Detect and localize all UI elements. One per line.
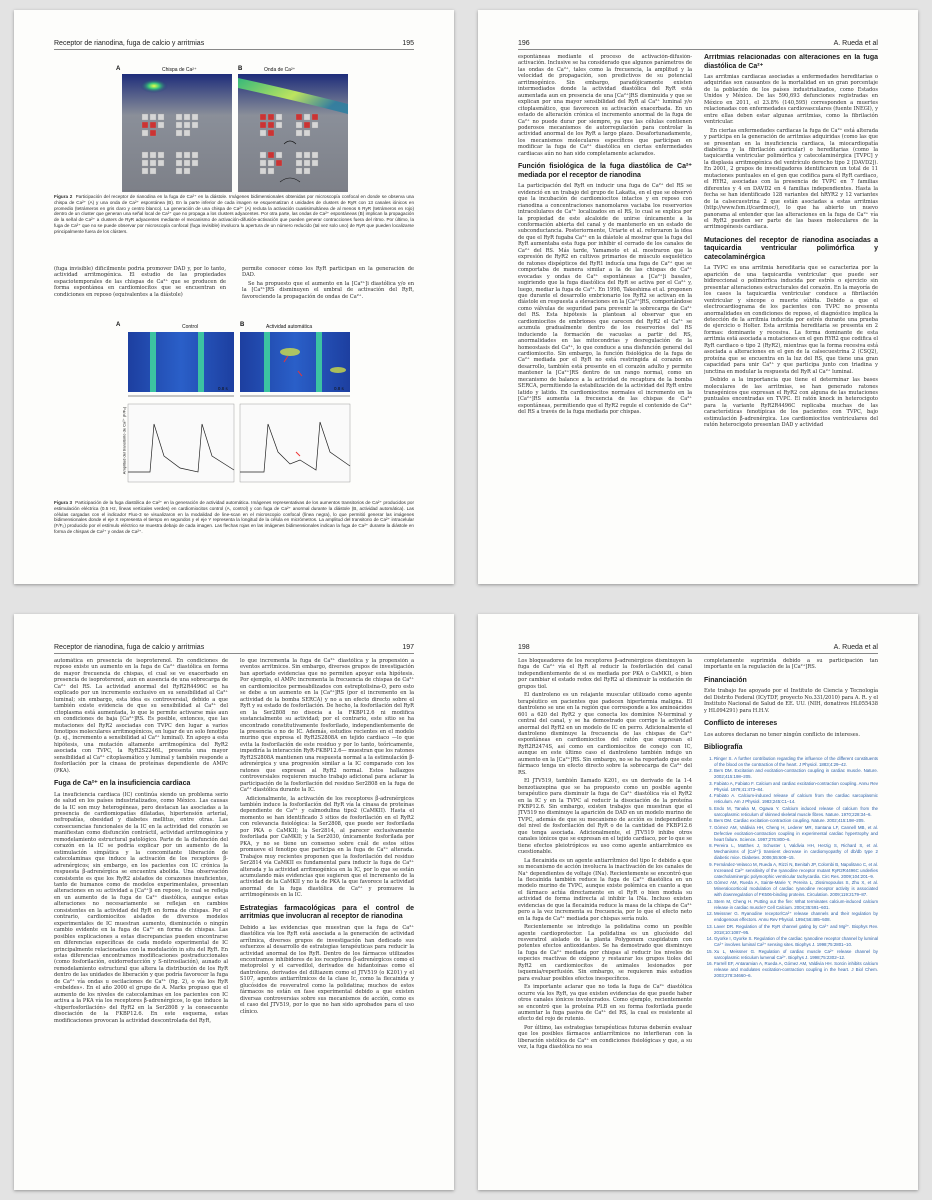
figure-2: [114, 58, 354, 190]
paragraph: completamente suprimida debido a su participación tan importante en la regulación de la [Ca²⁺]RS.: [704, 658, 878, 671]
p3-column-right: [240, 658, 414, 1170]
section-heading: Arritmias relacionadas con alteraciones en la fuga diastólica de Ca²⁺: [704, 54, 878, 70]
reference-item: 15. Xu L, Meissner G. Regulation of cardiac muscle Ca²⁺ release channel by sarcoplasmic reticulum lumenal Ca²⁺. Biophys J. 1998;75:2302–12.: [714, 949, 878, 961]
conflict-heading: Conflicto de intereses: [704, 720, 778, 728]
page-header: [518, 644, 878, 654]
fig2-panel-a-title: Chispa de Ca²⁺: [162, 67, 197, 73]
page-195: [14, 10, 454, 584]
reference-item: 12. Meissner G. Ryanodine receptor/Ca²⁺ release channels and their regulation by endogenous effectors. Annu Rev Physiol. 1994;56:485–508.: [714, 911, 878, 923]
reference-item: 4. Fabiato A. Calcium-induced release of calcium from the cardiac sarcoplasmic reticulum. Am J Physiol. 1983;245:C1–14.: [714, 793, 878, 805]
p2-column-right: [704, 54, 878, 564]
fig2-caption-label: Figura 2: [54, 194, 73, 199]
fig3-panel-a-letter: A: [116, 322, 121, 328]
page-number: 198: [518, 644, 530, 651]
funding-heading: Financiación: [704, 676, 747, 684]
paragraph: El dantroleno es un relajante muscular utilizado como agente terapéutico en pacientes que padecen hipertermia maligna. El dantroleno se une en la región que corresponde a los aminoácidos 601 a 620 del RyR2 y que conecta los dominios N-terminal y central del canal, y se ha demostrado que corrige la actividad anormal del RyR2 en un modelo de IC en perro. Adicionalmente el dantroleno disminuye la frecuencia de las chispas de Ca²⁺ espontáneas en cardiomiocitos del ratón que expresan el RyR2R2474S, así como en cardiomiocitos de conejo con IC, aunque en este último caso el dantroleno también indujo un aumento en la [Ca²⁺]RS. Sin embargo, no se ha reportado que este fármaco tenga un efecto directo sobre la sobrecarga de Ca²⁺ del RS.: [518, 692, 692, 776]
page-number: 196: [518, 40, 530, 47]
fig3-panel-b-letter: B: [240, 322, 245, 328]
reference-item: 16. Farrell EF, Antaramian A, Rueda A, Gómez AM, Valdivia HH. Sorcin inhibits calcium release and modulates excitation-contraction coupling in the heart. J Biol Chem. 2003;278:34660–6.: [714, 961, 878, 979]
reference-item: 9. Fernández-Velasco M, Rueda A, Rizzi N, Benitah JP, Colombi B, Napolitano C, et al. Increased Ca²⁺ sensitivity of the ryanodine receptor mutant RyR2R4496C underlies catecholaminergic polymorphic ventricular tachycardia. Circ Res. 2009;104:201–9.: [714, 862, 878, 880]
page-header: [54, 40, 414, 50]
paragraph: espontáneas mediante el proceso de activación-difusión-activación. Inclusive se ha considerado que algunos parámetros de las ondas de Ca²⁺, tales como la frecuencia, la amplitud y la velocidad de propagación, son predictivos de su potencial arritmogénico. Sin embargo, paradójicamente existen intermediados donde la actividad diastólica del RyR está aumentada aun en presencia de una [Ca²⁺]RS disminuida y que se explican por una mayor sensibilidad del RyR al Ca²⁺ luminal y/o citoplasmático, que favorecen su activación exacerbada. En un estado de alteración crónica el incremento anormal de la fuga de Ca²⁺ no puede durar por siempre, ya que las células contienen poderosos mecanismos de autorregulación para controlar la actividad anormal de los RyR a largo plazo. Desafortunadamente, los mecanismos moleculares específicos que participan en modificar la fuga de Ca²⁺ diastólica en ciertas enfermedades cardiacas aún no han sido completamente aclarados.: [518, 54, 692, 157]
reference-item: 13. Laver DR. Regulation of the RyR channel gating by Ca²⁺ and Mg²⁺. Biophys Rev. 2018;10:1087–95.: [714, 924, 878, 936]
reference-item: 7. Gómez AM, Valdivia HH, Cheng H, Lederer MR, Santana LF, Cannell MB, et al. Defective excitation-contraction coupling in experimental cardiac hypertrophy and heart failure. Science. 1997;276:800–6.: [714, 825, 878, 843]
section-heading: Estrategias farmacológicas para el control de arritmias que involucran al receptor de rianodina: [240, 904, 414, 921]
reference-item: 8. Pereira L, Matthes J, Schuster I, Valdivia HH, Herzig S, Richard S, et al. Mechanisms of [Ca²⁺]i transient decrease in cardiomyopathy of db/db type 2 diabetic mice. Diabetes. 2006;55:608–15.: [714, 843, 878, 861]
page-number: 195: [402, 40, 414, 47]
running-author: A. Rueda et al: [833, 40, 878, 47]
paragraph: La flecainida es un agente antiarrítmico del tipo Ic debido a que su mecanismo de acción involucra la inactivación de los canales de Na⁺ dependientes de voltaje (INa). Recientemente se encontró que la flecainida también reduce la fuga de Ca²⁺ diastólica en un modelo murino de TVPC, aunque existe polémica en cuanto a que el fármaco actúa directamente en el RyR o bien modula su actividad de forma indirecta al inhibir la INa. Incluso existen evidencias de que la flecainida reduce la masa de la chispa de Ca²⁺ pero a la vez incrementa su frecuencia, por lo que el efecto neto en la fuga de Ca²⁺ mediada por chispas sería nulo.: [518, 857, 692, 922]
section-heading: Fuga de Ca²⁺ en la insuficiencia cardiaca: [54, 780, 191, 788]
p1-column-left: [54, 266, 226, 318]
p4-column-left: [518, 658, 692, 1170]
reference-item: 6. Bers DM. Cardiac excitation-contraction coupling. Nature. 2002;415:198–205.: [714, 818, 878, 824]
paragraph: El JTV519, también llamado K201, es un derivado de la 1-4 benzotiazepina que se ha propuesto como un posible agente terapéutico para disminuir la fuga de Ca²⁺ diastólica vía el RyR2 en la IC y en la TVPC al reducir la disociación de la proteína FKBP12.6. Sin embargo, existen trabajos que muestran que el JTV519 no disminuye la aparición de DAD en un modelo murino de TVPC, además de que su mecanismo de acción es independiente del nivel de fosforilación del RyR o de la cantidad de FKBP12.6 que tenga asociada. Adicionalmente, el JTV519 inhibe otros canales iónicos que se expresan en el tejido cardiaco, por lo que se tiene efectos pleiotrópicos su uso como agente antiarrítmico es cuestionable.: [518, 778, 692, 856]
page-header: [518, 40, 878, 50]
conflict-text: Los autores declaran no tener ningún conflicto de intereses.: [704, 731, 860, 738]
fig3-y-axis-label: Amplitud del transitorio de Ca²⁺ (F/F₀): [121, 406, 127, 475]
fig3-caption-text: Participación de la fuga diastólica de Ca²⁺ en la generación de actividad automática. Imágenes representativas de los aumentos transitorios de Ca²⁺ producidos por estimulación eléctrica (0.5 Hz, líneas verticales verdes) en cardiomiocitos control (A, control) y con fuga de Ca²⁺ anormal durante la diástole (B, actividad automática). Las células cargadas con el indicador Fluo-3 se visualizaron en la modalidad de line-scan en el microscopio confocal (línea negra), lo que permitió generar las imágenes bidimensionales donde el eje X representa el tiempo en segundos y el eje Y representa la longitud de la célula en micrómetros. La amplitud del transitorio de Ca²⁺ intracelular (F/F₀) producido por el estímulo eléctrico se muestra debajo de cada imagen. Las flechas rojas en las imágenes bidimensionales indican la fuga de Ca²⁺ durante la diástole en forma de chispas de Ca²⁺ y ondas de Ca²⁺.: [54, 500, 415, 534]
paragraph: Por último, las estrategias terapéuticas futuras deberán evaluar que los posibles fármacos antiarrítmicos no interfieran con la liberación sistólica de Ca²⁺ en condiciones fisiológicas y que, a su vez, la fuga diastólica no sea: [518, 1024, 692, 1051]
paragraph: automática en presencia de isoproterenol. En condiciones de reposo existe un aumento en la fuga de Ca²⁺ diastólica en forma de mayor frecuencia de chispas, el cual se ve exacerbado en presencia de isoproterenol, aun en ausencia de una sobrecarga de Ca²⁺ del RS. La actividad anormal del RyR2R4496C se ha explicado por un incremento exclusivo en su sensibilidad al Ca²⁺ luminal; sin embargo, esta idea es controversial, debido a que también existe evidencia de que su sensibilidad al Ca²⁺ del citoplasma está aumentada, lo que le permite activarse más aun en condiciones de baja [Ca²⁺]RS. Es posible, entonces, que las mutaciones del RyR2 asociadas con TVPC den lugar a varios fenotipos moleculares arritmogénicos, en lugar de un solo fenotipo (p. ej., incremento a sensibilidad al Ca²⁺ luminal). En apoyo a esta hipótesis, una mutación altamente arritmogénica del RyR2 asociada con TVPC, la RyR2S2246L, presenta una mayor sensibilidad al Ca²⁺ citoplasmático y luminal y también responde a fosforilación por la cinasa de proteínas dependiente de AMPc (PKA).: [54, 658, 228, 774]
paragraph: Las arritmias cardiacas asociadas a enfermedades hereditarias o adquiridas son causantes de la mortalidad en un gran porcentaje de la población de los países industrializados, como Estados Unidos y México. De las 590,693 defunciones registradas en México en 2011, el 23.8% (140,595) corresponden a muertes relacionadas con enfermedades cardiovasculares (fuente INEGI), y entre ellas deben estar algunas arritmias, como la fibrilación ventricular.: [704, 74, 878, 126]
fig2-caption-text: Participación del receptor de rianodina en la fuga de Ca²⁺ en la diástole. Imágenes bidimensionales obtenidas por microscopía confocal en donde se observa una chispa de Ca²⁺ (A) y una onda de Ca²⁺ espontánea (B). En la parte inferior de cada imagen se esquematizan 4 unidades de clusters de RyR con 13 canales iónicos en promedio (tetrámeros en gris claro y centro blanco). La generación de una chispa de Ca²⁺ (A) recluta la activación cuasisimultánea de al menos 6 RyR (tetrámeros en rojo) dentro de un cluster que generan una señal local de Ca²⁺ que no propaga a los clusters adyacentes. Por otra parte, las ondas de Ca²⁺ espontáneas (B) implican la propagación de la señal de Ca²⁺ a clusters de RyR adyacentes mediante el mecanismo de activación-difusión-activación que pueden generar contracciones fuera del ritmo. Por último, la fuga de Ca²⁺ que no se puede observar por microscopía confocal (fuga invisible) involucra la apertura de un número reducido (tal vez solo uno) de RyR que pueden localizarse principalmente fuera de los clústers.: [54, 194, 414, 234]
paragraph: La participación del RyR en inducir una fuga de Ca²⁺ del RS se evidenció en un trabajo del grupo de Lakatta, en el que se observó que la incubación de cardiomiocitos intactos y en reposo con rianodina a concentraciones nanomolares vaciaba los reservorios intracelulares de Ca²⁺ localizados en el RS, lo cual se explica por la propiedad de este alcaloide de unirse únicamente a la conformación abierta del canal y de mantenerlo en un estado de subconductancia. Posteriormente, Uriarte et al. reforzaron la idea de que el RyR fugaba Ca²⁺ en la diástole al mostrar que la fuga del RyR aumentaba esta fuga por inhibir el cerrado de los canales de Ca²⁺ del RS. Más tarde, Yamamoto et al. mostraron que la expresión de RyR2 en cultivos primarios de músculo esquelético de ratones dispépticos del RyR1 inducía una fuga de Ca²⁺ que se comportaba de manera similar a la de las chispas de Ca²⁺ evocadas y ondas de Ca²⁺ espontáneas a [Ca²⁺]i basales, sugiriendo que la fuga diastólica del RyR se activa por el Ca²⁺ y, luego, mediar la fuga de Ca²⁺. En 1998, Takeshima et al. proponen que durante el desarrollo embrionario los RyR2 se activan en la diástole en respuesta a elevaciones en la [Ca²⁺]RS, comportándose como válvulas de seguridad para prevenir la sobrecarga de Ca²⁺ del RS. Esta hipótesis la plantean al observar que en cardiomiocitos de embriones que carecen del RyR2 el Ca²⁺ se acumula gradualmente dentro de los reservorios del RS induciendo la formación de vacuolas a partir del RS, anormalidades en las mitocondrias y desregulación de la homeostasis del Ca²⁺, lo que conduce a una disfunción general del cardiomiocito. Sin embargo, la función fisiológica de la fuga de Ca²⁺ mediada por el RyR no está restringida al corazón en desarrollo, también está presente en el corazón adulto y permite mantener la [Ca²⁺]RS dentro de un rango normal, como un mecanismo de balance a la actividad de recaptura de la bomba SERCA, permitiendo la estabilización de la actividad del RyR entre latido y latido. En cardiomiocitos normales el incremento en la [Ca²⁺]RS aumenta la frecuencia de las chispas de Ca²⁺ espontáneas, permitiendo que el RyR2 regule el contenido de Ca²⁺ del RS a través de la fuga mediada por chispas.: [518, 183, 692, 416]
fig3-scale-label-b: 0.8 s: [334, 386, 344, 391]
fig3-linescan-image: [114, 332, 354, 492]
paragraph: Debido a las evidencias que muestran que la fuga de Ca²⁺ diastólica vía los RyR está asociada a la generación de actividad arrítmica, diversos grupos de investigación han dedicado sus esfuerzos al desarrollo de estrategias terapéuticas para reducir la actividad anormal de los RyR. Dentro de los fármacos utilizados encontramos inhibidores de los receptores β-adrenérgicos como el metoprolol y el carvedilol, derivados de hidantoínas como el dantroleno, derivados del diltiazem como el JTV519 (o K201) y el S107, agentes antiarrítmicos de la clase Ic, como la flecainida y glucósidos de resveratrol como la polidatina; muchos de estos fármacos no están en fase experimental debido a que existen diversas controversias sobre sus mecanismos de acción, como es el caso del JTV519, por lo que no han sido aprobados para el uso clínico.: [240, 924, 414, 1015]
reference-item: 11. Stern M, Cheng H. Putting out the fire: What terminates calcium-induced calcium release in cardiac muscle? Cell Calcium. 2004;35:591–601.: [714, 899, 878, 911]
running-title: Receptor de rianodina, fuga de calcio y arritmias: [54, 40, 205, 47]
running-title: Receptor de rianodina, fuga de calcio y arritmias: [54, 644, 205, 651]
section-heading: Mutaciones del receptor de rianodina asociadas a taquicardia ventricular polimórfica y catecolaminérgica: [704, 236, 878, 261]
paragraph: (fuga invisible) difícilmente podría promover DAD y, por lo tanto, actividad arritmogénica. El estudio de las propiedades espaciotemporales de las chispas de Ca²⁺ que se producen de forma espontánea en cardiomiocitos que se encuentran en condiciones en reposo (equivalentes a la diástole): [54, 266, 226, 298]
paragraph: Debido a la importancia que tiene el determinar las bases moleculares de las arritmias, se han generado ratones transgénicos que expresan el RyR2 con alguna de las mutaciones puntuales encontradas en TVPC. El ratón knock in heterocigoto para la variante RyR2R4496C replicaba muchas de las características fenotípicas de los pacientes con TVPC, bajo estimulación β-adrenérgica. Los cardiomiocitos ventriculares del ratón heterocigoto presentan DAD y actividad: [704, 377, 878, 429]
p2-column-left: [518, 54, 692, 564]
paragraph: Se ha propuesto que el aumento en la [Ca²⁺]i diastólica y/o en la [Ca²⁺]RS disminuyen el umbral de activación del RyR, favoreciendo la propagación de ondas de Ca²⁺.: [242, 280, 414, 300]
paragraph: Adicionalmente, la activación de los receptores β-adrenérgicos también induce la fosforilación del RyR vía la cinasa de proteínas dependiente de Ca²⁺ y calmodulina tipo2 (CaMKII). Hasta el momento se han identificado 3 sitios de fosforilación en el RyR2 con relevancia fisiológica: la Ser2808, que puede ser fosforilada por PKA o CaMKII; la Ser2814, al parecer exclusivamente fosforilada por CaMKII; y la Ser2030, únicamente fosforilada por PKA, y no se tiene un consenso sobre cuál de estos sitios promueve el fenotipo que participa en la fuga de Ca²⁺ alterada. Trabajos muy recientes proponen que la fosforilación del residuo Ser2814 vía CaMKII es fundamental para inducir la fuga de Ca²⁺ alterada y la actividad arritmogénica en la IC, por lo que se están acumulando más evidencias que sugieren que el incremento de la actividad de la CaMKII y no la de PKA la que favorece la actividad anormal de la fuga diastólica de Ca²⁺ y promueve la arritmogénesis en la IC.: [240, 795, 414, 899]
paragraph: En ciertas enfermedades cardiacas la fuga de Ca²⁺ está alterada y participa en la generación de arritmias adquiridas (como las que se presentan en la insuficiencia cardiaca, la miocardiopatía diabética y la fibrilación auricular) o hereditarias (como la taquicardia ventricular polimórfica y catecolaminérgica [TVPC] y la displasia arritmogénica del ventrículo derecho tipo 2 [DAVD2]). En 2001, 2 grupos de investigadores identificaron un total de 11 mutaciones puntuales en el gen que codifica para el RyR cardiaco, el RYR2, asociadas con la presencia de TVPC en 7 familias diferentes y 4 en DAVD2 en 4 familias independientes. Hasta la fecha se han identificado 128 variantes del hRYR2 y 12 variantes de la calsecuestrina 2 que están asociadas a estas arritmias (http://www.fsm.it/cardmoc/), lo que ha abierto un nuevo panorama al entender que las alteraciones en la fuga de Ca²⁺ vía el RyR2 pueden ser parte de las bases moleculares de la arritmogénesis cardiaca.: [704, 127, 878, 231]
reference-item: 2. Bers DM. Excitation and excitation-contraction coupling in cardiac muscle. Nature. 2002;415:198–205.: [714, 768, 878, 780]
figure-3: [114, 322, 354, 494]
paragraph: La TVPC es una arritmia hereditaria que se caracteriza por la aparición de una taquicardia ventricular que puede ser bidireccional o polimórfica inducida por estrés o ejercicio sin presentar alteraciones estructurales del corazón. En la mayoría de los casos la taquicardia ventricular conduce a fibrilación ventricular y síncope o muerte súbita. Debido a que el electrocardiograma de los pacientes con TVPC no presenta anormalidades en condiciones de reposo, el diagnóstico implica la detección de la arritmia inducida por estrés durante una prueba de ejercicio o Holter. Esta arritmia hereditaria se presenta en 2 formas: dominante y recesiva. La forma dominante de esta arritmia está asociada a mutaciones en el gen RYR2 que codifica el RyR cardiaco o tipo 2 (RyR2), mientras que la forma recesiva está asociada a alteraciones en el gen de la calsecuestrina 2 (CSQ2), proteína que se encuentra en la luz del RS, que tiene una gran capacidad para unir Ca²⁺ y que participa junto con triadina y junctina en modular la respuesta del RyR al Ca²⁺ luminal.: [704, 265, 878, 375]
paragraph: Es importante aclarar que no toda la fuga de Ca²⁺ diastólica ocurre vía los RyR, ya que existen evidencias de que puede haber otros canales iónicos involucrados. Como ejemplo, recientemente se encontró que la proteína PLB en su forma fosforilada puede aumentar la fuga pasiva de Ca²⁺ del RS, la cual es resistente al efecto del rojo de rutenio.: [518, 984, 692, 1023]
fig3-scale-label-a: 0.8 s: [218, 386, 228, 391]
page-198: [478, 614, 918, 1190]
paragraph: Recientemente se introdujo la polidatina como un posible agente cardioprotector. La polidatina es un glucósido del resveratrol aislado de la planta Polygonum cuspidatum con potentes efectos antioxidantes. Se ha demostrado que disminuye la fuga de Ca²⁺ mediada por chispas al reducir los niveles de especies reactivas de oxígeno y restaurar los grupos tioles del RyR2 en cardiomiocitos de animales lesionados por isquemia/reperfusión. Sin embargo, se requieren más estudios para evaluar posibles efectos inespecíficos.: [518, 924, 692, 982]
bibliography-heading: Bibliografía: [704, 744, 743, 752]
p1-column-right: [242, 266, 414, 318]
section-heading: Función fisiológica de la fuga diastólica de Ca²⁺ mediada por el receptor de rianodina: [518, 163, 692, 179]
fig3-caption: [54, 500, 414, 535]
page-196: [478, 10, 918, 584]
bibliography: [704, 756, 878, 980]
fig3-caption-label: Figura 3: [54, 500, 73, 505]
funding-text: Este trabajo fue apoyado por el Instituto de Ciencia y Tecnología del Distrito Federal (ICyTDF, proyecto No.331/2010) para A. R. y el Instituto Nacional de Salud de EE. UU. (NIH, donativos HL055438 y HL094291) para H.H.V.: [704, 688, 878, 714]
p4-column-right: [704, 658, 878, 1170]
fig2-panel-b-title: Onda de Ca²⁺: [264, 67, 296, 73]
p3-column-left: [54, 658, 228, 1170]
reference-item: 3. Fabiato A, Fabiato F. Calcium and cardiac excitation-contraction coupling. Annu Rev Physiol. 1979;41:473–84.: [714, 781, 878, 793]
reference-item: 1. Ringer S. A further contribution regarding the influence of the different constituents of the blood on the contraction of the heart. J Physiol. 1883;4:29–42.: [714, 756, 878, 768]
page-197: [14, 614, 454, 1190]
reference-item: 10. Gómez AM, Rueda A, Sainte-Marie Y, Pereira L, Zissimopoulos S, Zhu X, et al. Mineralocorticoid modulation of cardiac ryanodine receptor activity is associated with downregulation of FK506-binding proteins. Circulation. 2009;119:2179–87.: [714, 880, 878, 898]
fig2-caption: [54, 194, 414, 235]
reference-item: 14. Gyorke I, Gyorke S. Regulation of the cardiac ryanodine receptor channel by luminal Ca²⁺ involves luminal Ca²⁺ sensing sites. Biophys J. 1998;75:2801–10.: [714, 936, 878, 948]
fig3-panel-a-title: Control: [182, 324, 199, 330]
fig2-microscopy-image: [114, 74, 354, 192]
paragraph: lo que incrementa la fuga de Ca²⁺ diastólica y la propensión a eventos arritmicos. Sin embargo, diversos grupos de investigación han aportado evidencias que no permiten apoyar esta hipótesis. Por ejemplo, el AMPc incrementa la frecuencia de chispas de Ca²⁺ en cardiomiocitos permeabilizados con estreptolisina-O, pero esto se debe a un aumento en la [Ca²⁺]RS (por el incremento en la actividad de la bomba SERCA) y no a un efecto directo sobre el RyR y su estado de fosforilación. De hecho, la fosforilación del RyR en la Ser2808 no disocia a la FKBP12.6 ni modifica sustancialmente su actividad; por el contrario, este sitio se ha encontrado constitutivamente fosforilado, independientemente de la presencia o no de IC. Además, estudios recientes en el modelo murino que expresa el RyR2S2808A en tejido cardiaco —lo que evita la fosforilación de este residuo y por lo tanto, teóricamente, impediría la interacción RyR-FKBP12.6— muestran que los ratones RyR2S2808A mantienen una respuesta normal a la estimulación β-adrenérgica y una progresión similar a la IC comparado con los ratones que expresan al RyR2 normal. Estos hallazgos controversiales requieren mucho trabajo adicional para aclarar la participación de la fosforilación del residuo Ser2808 en la fuga de Ca²⁺ diastólica durante la IC.: [240, 658, 414, 794]
reference-list: [704, 756, 878, 980]
paragraph: Los bloqueadores de los receptores β-adrenérgicos disminuyen la fuga de Ca²⁺ vía el RyR al reducir la fosforilación del canal independientemente de si es mediada por PKA o CaMKII, o bien por cambiar el estado redox del RyR2 al disminuir la oxidación de grupos tiol.: [518, 658, 692, 690]
fig2-panel-a-letter: A: [116, 66, 121, 72]
running-author: A. Rueda et al: [833, 644, 878, 651]
paragraph: permite conocer cómo los RyR participan en la generación de DAD.: [242, 266, 414, 279]
fig2-panel-b-letter: B: [238, 66, 243, 72]
reference-item: 5. Endo M, Tanaka M, Ogawa Y. Calcium induced release of calcium from the sarcoplasmic reticulum of skinned skeletal muscle fibres. Nature. 1970;228:34–6.: [714, 806, 878, 818]
page-header: [54, 644, 414, 654]
page-number: 197: [402, 644, 414, 651]
fig3-panel-b-title: Actividad automática: [266, 324, 313, 330]
paragraph: La insuficiencia cardiaca (IC) continúa siendo un problema serio de salud en los países industrializados, como México. Las causas de la IC son muy heterogéneas, pero destacan las asociadas a la presencia de cardiomiopatías dilatadas, hipertensión arterial, nefropatías, obesidad y diabetes mellitus, entre otras. Las consecuencias funcionales de la IC en la actividad del corazón se manifiestan como disfunción contráctil, actividad arritmogénica y remodelamiento estructural patológico. Parte de la disfunción del corazón en la IC se podría explicar por un aumento de la estimulación simpática y la concomitante liberación de catecolaminas que induce la activación de los receptores β-adrenérgicos; sin embargo, en los pacientes con IC crónica la respuesta β-adrenérgica se encuentra abolida. Una observación consistente es que los RyR2 aislados de corazones insuficientes, tanto de humanos como de modelos experimentales, presentan alteraciones en su actividad a [Ca²⁺]i en reposo, lo cual se refleja en un aumento de la fuga de Ca²⁺ diastólica, aunque estas alteraciones no necesariamente se reflejan en cambios consistentes en la actividad del RyR en forma de chispas. Por el contrario, cardiomiocitos aislados de diversos modelos experimentales de IC muestran aumento, disminución o ningún cambio evidente en la fuga de Ca²⁺ en forma de chispas. Las posibles explicaciones a estas discrepancias pueden encontrarse en diferencias específicas de cada modelo experimental de IC principalmente relacionadas con la modulación in situ del RyR. En estas diferencias encontramos modificaciones postraduccionales (como fosforilación, oxidorreducción y S-nitrosilación), aunado al remodelamiento estructural que altera la distribución de los RyR dentro de las unidades de liberación y que podría favorecer la fuga de Ca²⁺ vía ondas u oscilaciones de Ca²⁺ (fig. 2), o vía los RyR «rebeldes». En el año 2000 el grupo de A. Marks propuso que el aumento de los niveles de catecolaminas en los pacientes con IC activa a la PKA vía los receptores β-adrenérgicos, lo que induce la «hiperfosforilación» del RyR2 en la Ser2808 y la consecuente disociación de la FKBP12.6. En este esquema, estas modificaciones provocan la actividad descontrolada del RyR,: [54, 791, 228, 1024]
